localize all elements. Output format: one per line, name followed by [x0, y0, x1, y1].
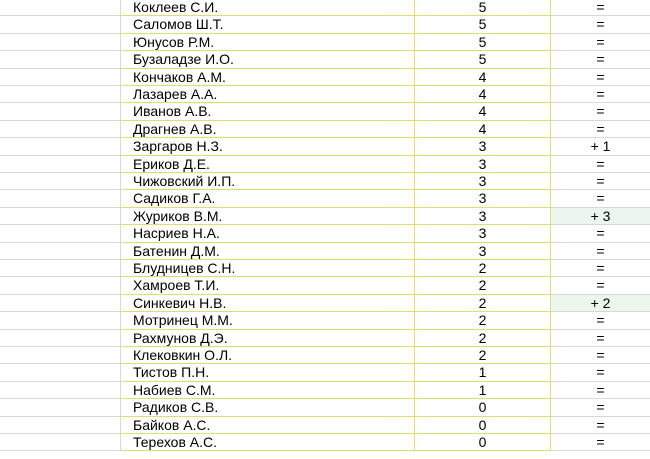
name-cell[interactable]: [121, 330, 415, 347]
change-cell[interactable]: =: [551, 399, 650, 416]
table-row: [0, 156, 650, 173]
name-text: Лазарев А.А.: [133, 86, 218, 102]
score-cell[interactable]: 0: [415, 417, 551, 434]
name-text: Саломов Ш.Т.: [133, 16, 224, 33]
table-row: [0, 225, 650, 242]
name-text: Ериков Д.Е.: [133, 155, 210, 172]
empty-cell[interactable]: [0, 16, 121, 33]
change-cell[interactable]: =: [551, 121, 650, 138]
empty-cell[interactable]: [0, 330, 121, 347]
empty-cell[interactable]: [0, 51, 121, 68]
name-text: Насриев Н.А.: [133, 225, 220, 242]
name-cell[interactable]: [121, 260, 415, 277]
score-cell[interactable]: 0: [415, 434, 551, 451]
change-cell[interactable]: =: [551, 69, 650, 86]
table-row: [0, 277, 650, 294]
score-cell[interactable]: 4: [415, 86, 551, 103]
change-cell[interactable]: =: [551, 417, 650, 434]
name-text: Блудницев С.Н.: [133, 260, 236, 276]
score-cell[interactable]: 0: [415, 399, 551, 416]
score-cell[interactable]: 5: [415, 0, 551, 16]
name-text: Заргаров Н.З.: [133, 138, 223, 155]
name-cell[interactable]: [121, 364, 415, 381]
table-row: [0, 86, 650, 103]
table-row: [0, 121, 650, 138]
name-text: Клековкин О.Л.: [133, 347, 233, 363]
name-text: Мотринец М.М.: [133, 312, 233, 329]
name-text: Чижовский И.П.: [133, 173, 236, 189]
score-cell[interactable]: 3: [415, 208, 551, 225]
name-text: Юнусов Р.М.: [133, 33, 215, 50]
name-text: Тистов П.Н.: [133, 364, 210, 381]
name-cell[interactable]: [121, 86, 415, 103]
change-cell[interactable]: =: [551, 0, 650, 16]
name-cell[interactable]: [121, 16, 415, 33]
score-cell[interactable]: 5: [415, 51, 551, 68]
table-row: [0, 347, 650, 364]
change-cell[interactable]: + 1: [551, 138, 650, 155]
table-row: [0, 51, 650, 68]
score-cell[interactable]: 2: [415, 330, 551, 347]
empty-cell[interactable]: [0, 86, 121, 103]
change-cell[interactable]: =: [551, 103, 650, 120]
table-row: [0, 434, 650, 451]
empty-cell[interactable]: [0, 34, 121, 51]
name-cell[interactable]: [121, 277, 415, 294]
name-cell[interactable]: [121, 190, 415, 207]
name-text: Иванов А.В.: [133, 103, 212, 120]
name-cell[interactable]: [121, 347, 415, 364]
table-row: [0, 173, 650, 190]
table-row: [0, 260, 650, 277]
change-cell[interactable]: =: [551, 364, 650, 381]
empty-cell[interactable]: [0, 173, 121, 190]
table-row: [0, 138, 650, 155]
name-cell[interactable]: [121, 295, 415, 312]
table-row: [0, 0, 650, 16]
change-cell[interactable]: =: [551, 277, 650, 294]
empty-cell[interactable]: [0, 0, 121, 16]
score-cell[interactable]: 3: [415, 190, 551, 207]
name-text: Бузаладзе И.О.: [133, 51, 234, 68]
name-cell[interactable]: [121, 103, 415, 120]
table-row: [0, 312, 650, 329]
score-cell[interactable]: 3: [415, 225, 551, 242]
table-row: [0, 399, 650, 416]
score-cell[interactable]: 2: [415, 260, 551, 277]
change-cell[interactable]: =: [551, 86, 650, 103]
table-row: [0, 190, 650, 207]
score-cell[interactable]: 3: [415, 173, 551, 190]
table-row: [0, 243, 650, 260]
empty-cell[interactable]: [0, 399, 121, 416]
change-cell[interactable]: + 2: [551, 295, 650, 312]
change-cell[interactable]: =: [551, 312, 650, 329]
name-cell[interactable]: [121, 243, 415, 260]
score-cell[interactable]: 1: [415, 364, 551, 381]
name-text: Хамроев Т.И.: [133, 277, 220, 294]
name-text: Байков А.С.: [133, 416, 211, 433]
change-cell[interactable]: + 3: [551, 208, 650, 225]
table-row: [0, 295, 650, 312]
empty-cell[interactable]: [0, 121, 121, 138]
table-row: [0, 69, 650, 86]
change-cell[interactable]: =: [551, 382, 650, 399]
score-cell[interactable]: 4: [415, 69, 551, 86]
name-cell[interactable]: [121, 156, 415, 173]
change-cell[interactable]: =: [551, 51, 650, 68]
name-text: Синкевич Н.В.: [133, 294, 227, 311]
name-cell[interactable]: [121, 225, 415, 242]
empty-cell[interactable]: [0, 243, 121, 260]
name-text: Радиков С.В.: [133, 399, 219, 416]
empty-cell[interactable]: [0, 417, 121, 434]
empty-cell[interactable]: [0, 69, 121, 86]
score-cell[interactable]: 5: [415, 34, 551, 51]
change-cell[interactable]: =: [551, 16, 650, 33]
empty-cell[interactable]: [0, 364, 121, 381]
table-row: [0, 382, 650, 399]
change-cell[interactable]: =: [551, 330, 650, 347]
change-cell[interactable]: =: [551, 190, 650, 207]
change-cell[interactable]: =: [551, 156, 650, 173]
name-text: Терехов А.С.: [133, 434, 217, 450]
table-row: [0, 208, 650, 225]
name-text: Батенин Д.М.: [133, 242, 220, 259]
score-cell[interactable]: 2: [415, 295, 551, 312]
name-cell[interactable]: [121, 138, 415, 155]
name-text: Набиев С.М.: [133, 381, 216, 398]
score-cell[interactable]: 4: [415, 103, 551, 120]
empty-cell[interactable]: [0, 260, 121, 277]
table-row: [0, 103, 650, 120]
change-cell[interactable]: =: [551, 243, 650, 260]
empty-cell[interactable]: [0, 295, 121, 312]
score-cell[interactable]: 1: [415, 382, 551, 399]
empty-cell[interactable]: [0, 208, 121, 225]
name-text: Садиков Г.А.: [133, 190, 216, 207]
name-text: Журиков В.М.: [133, 207, 223, 224]
name-cell[interactable]: [121, 312, 415, 329]
name-cell[interactable]: [121, 34, 415, 51]
score-cell[interactable]: 2: [415, 347, 551, 364]
score-cell[interactable]: 3: [415, 138, 551, 155]
change-cell[interactable]: =: [551, 34, 650, 51]
empty-cell[interactable]: [0, 277, 121, 294]
empty-cell[interactable]: [0, 382, 121, 399]
name-text: Кончаков А.М.: [133, 68, 226, 85]
table-row: [0, 364, 650, 381]
table-row: [0, 34, 650, 51]
empty-cell[interactable]: [0, 225, 121, 242]
empty-cell[interactable]: [0, 156, 121, 173]
name-cell[interactable]: [121, 0, 415, 16]
change-cell[interactable]: =: [551, 173, 650, 190]
change-cell[interactable]: =: [551, 225, 650, 242]
change-cell[interactable]: =: [551, 347, 650, 364]
score-cell[interactable]: 2: [415, 312, 551, 329]
table-row: [0, 16, 650, 33]
score-cell[interactable]: 4: [415, 121, 551, 138]
name-cell[interactable]: [121, 69, 415, 86]
score-cell[interactable]: 2: [415, 277, 551, 294]
table-row: [0, 330, 650, 347]
name-cell[interactable]: [121, 382, 415, 399]
empty-cell[interactable]: [0, 103, 121, 120]
name-text: Драгнев А.В.: [133, 120, 217, 137]
table-row: [0, 417, 650, 434]
name-cell[interactable]: [121, 121, 415, 138]
empty-cell[interactable]: [0, 312, 121, 329]
empty-cell[interactable]: [0, 138, 121, 155]
change-cell[interactable]: =: [551, 434, 650, 451]
change-cell[interactable]: =: [551, 260, 650, 277]
name-cell[interactable]: [121, 173, 415, 190]
name-cell[interactable]: [121, 399, 415, 416]
name-cell[interactable]: [121, 434, 415, 451]
empty-cell[interactable]: [0, 434, 121, 451]
score-cell[interactable]: 5: [415, 16, 551, 33]
empty-cell[interactable]: [0, 190, 121, 207]
name-text: Рахмунов Д.Э.: [133, 329, 228, 346]
empty-cell[interactable]: [0, 347, 121, 364]
score-cell[interactable]: 3: [415, 243, 551, 260]
name-cell[interactable]: [121, 417, 415, 434]
score-cell[interactable]: 3: [415, 156, 551, 173]
name-cell[interactable]: [121, 208, 415, 225]
name-text: Коклеев С.И.: [133, 0, 219, 15]
name-cell[interactable]: [121, 51, 415, 68]
